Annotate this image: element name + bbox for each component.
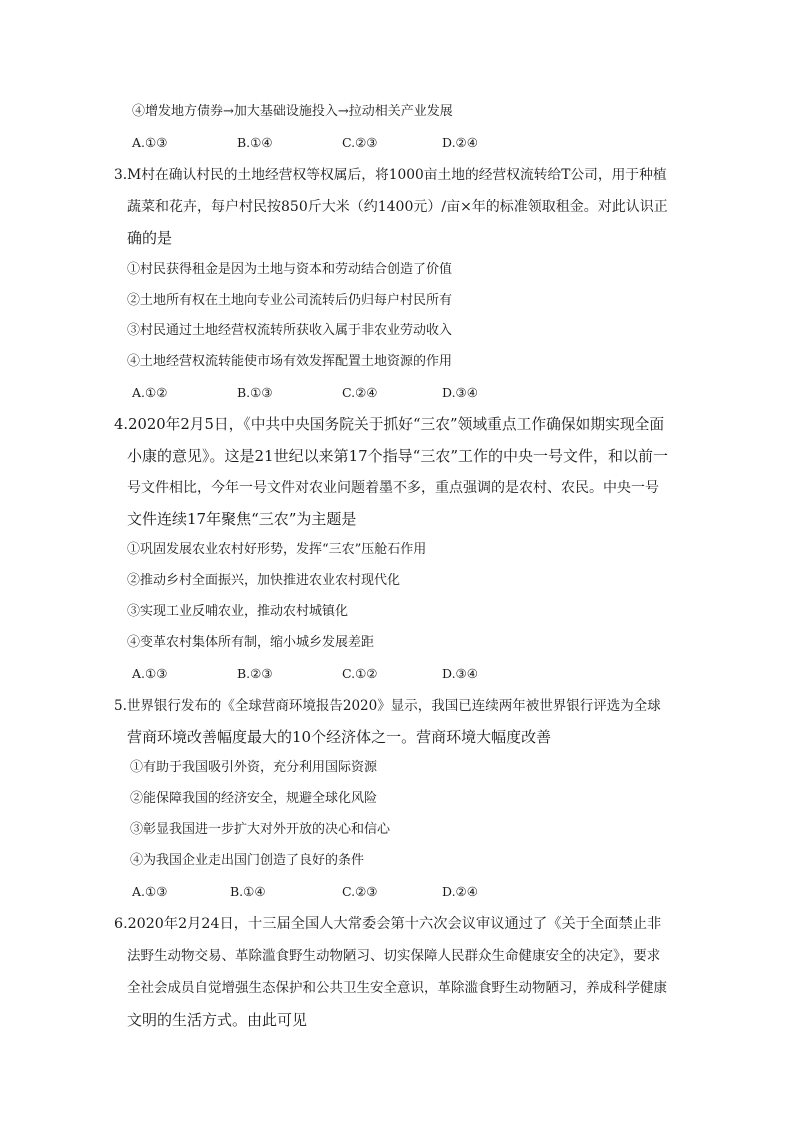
- q3-option-3: ③村民通过土地经营权流转所获收入属于非农业劳动收入: [127, 323, 453, 338]
- q4-answer-c: C.①②: [342, 666, 378, 681]
- q4-stem-line-4: 文件连续17年聚焦“三农”为主题是: [127, 510, 357, 528]
- q5-option-1: ①有助于我国吸引外资，充分利用国际资源: [130, 760, 378, 775]
- q2-answer-a: A.①③: [132, 135, 168, 150]
- q4-stem-line-3: 号文件相比，今年一号文件对农业问题着墨不多，重点强调的是农村、农民。中央一号: [127, 480, 659, 496]
- q3-answer-d: D.③④: [442, 385, 478, 400]
- q3-stem-line-3: 确的是: [127, 229, 173, 247]
- q5-stem-line-2: 营商环境改善幅度最大的10个经济体之一。营商环境大幅度改善: [127, 728, 552, 746]
- q3-answer-c: C.②④: [342, 385, 378, 400]
- q6-stem-line-2: 法野生动物交易、革除滥食野生动物陋习、切实保障人民群众生命健康安全的决定》，要求: [127, 948, 661, 964]
- q5-option-4: ④为我国企业走出国门创造了良好的条件: [130, 853, 365, 868]
- q4-answer-a: A.①③: [132, 666, 168, 681]
- q4-stem-line-1: 4.2020年2月5日，《中共中央国务院关于抓好“三农”领域重点工作确保如期实现全面: [114, 416, 665, 433]
- q4-answer-b: B.②③: [237, 666, 273, 681]
- q5-answer-b: B.①④: [230, 884, 266, 899]
- q2-answer-b: B.①④: [237, 135, 273, 150]
- q4-stem-line-2: 小康的意见》。这是21世纪以来第17个指导“三农”工作的中央一号文件，和以前一: [127, 447, 669, 465]
- q4-option-4: ④变革农村集体所有制，缩小城乡发展差距: [127, 635, 375, 650]
- q5-option-2: ②能保障我国的经济安全，规避全球化风险: [130, 791, 378, 806]
- q3-stem-line-1: 3.M村在确认村民的土地经营权等权属后，将1000亩土地的经营权流转给T公司，用于种植: [114, 167, 667, 183]
- q5-option-3: ③彰显我国进一步扩大对外开放的决心和信心: [130, 822, 391, 837]
- q6-stem-line-4: 文明的生活方式。由此可见: [127, 1011, 308, 1029]
- q6-stem-line-1: 6.2020年2月24日，十三届全国人大常委会第十六次会议审议通过了《关于全面禁止非: [114, 916, 662, 932]
- q5-answer-a: A.①③: [132, 884, 168, 899]
- q2-answer-c: C.②③: [342, 135, 378, 150]
- q5-answer-c: C.②③: [342, 884, 378, 899]
- q3-option-2: ②土地所有权在土地向专业公司流转后仍归每户村民所有: [127, 293, 453, 308]
- q3-stem-line-2: 蔬菜和花卉，每户村民按850斤大米（约1400元）/亩×年的标准领取租金。对此认识正: [127, 199, 668, 215]
- q3-answer-b: B.①③: [237, 385, 273, 400]
- q4-option-2: ②推动乡村全面振兴，加快推进农业农村现代化: [127, 573, 401, 588]
- q2-answer-d: D.②④: [442, 135, 478, 150]
- q5-stem-line-1: 5.世界银行发布的《全球营商环境报告2020》显示，我国已连续两年被世界银行评选为全球: [114, 698, 661, 714]
- q4-option-3: ③实现工业反哺农业，推动农村城镇化: [127, 604, 349, 619]
- q2-option-4: ④增发地方债券→加大基础设施投入→拉动相关产业发展: [132, 104, 453, 119]
- q3-option-4: ④土地经营权流转能使市场有效发挥配置土地资源的作用: [127, 354, 453, 369]
- q6-stem-line-3: 全社会成员自觉增强生态保护和公共卫生安全意识，革除滥食野生动物陋习，养成科学健康: [127, 980, 667, 996]
- q5-answer-d: D.②④: [442, 884, 478, 899]
- q3-answer-a: A.①②: [132, 385, 168, 400]
- q4-answer-d: D.③④: [442, 666, 478, 681]
- q4-option-1: ①巩固发展农业农村好形势，发挥“三农”压舱石作用: [127, 542, 427, 557]
- q3-option-1: ①村民获得租金是因为土地与资本和劳动结合创造了价值: [127, 262, 453, 277]
